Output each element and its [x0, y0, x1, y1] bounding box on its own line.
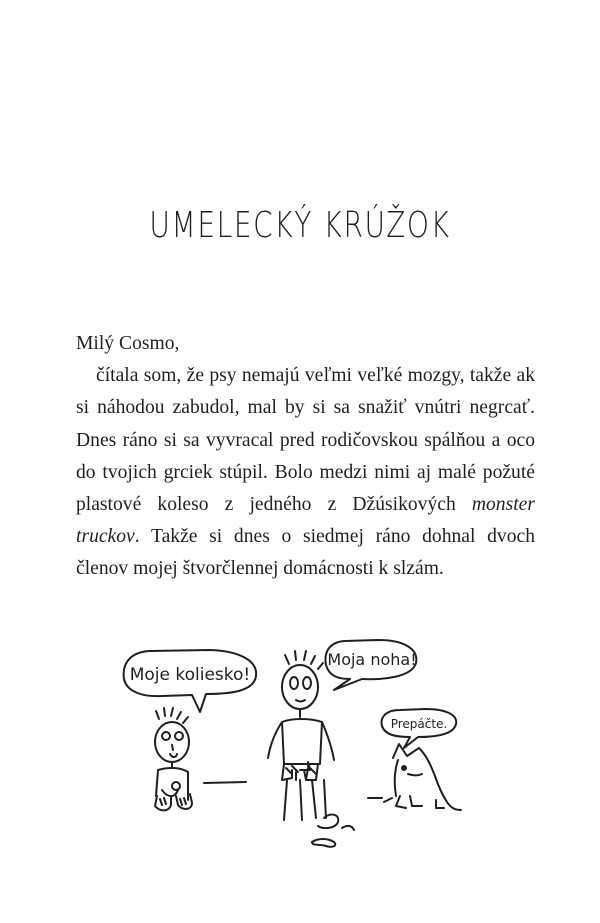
- floor-line: [204, 782, 392, 802]
- letter-paragraph: [76, 360, 535, 585]
- chapter-title: UMELECKÝ KRÚŽOK: [149, 205, 451, 246]
- bubble-text-right: Prepáčte.: [390, 717, 448, 731]
- letter-salutation: Milý Cosmo,: [76, 333, 180, 354]
- speech-bubble-middle: [325, 640, 416, 690]
- speech-bubble-right: [382, 709, 457, 748]
- letter-text: [76, 328, 535, 586]
- child-figure: [155, 708, 192, 810]
- dad-figure: [268, 651, 354, 847]
- paragraph-ending: . Takže si dnes o siedmej ráno dohnal dvoch členov mojej štvorčlennej domácnosti k slzám.: [76, 526, 535, 580]
- dog-figure: [393, 744, 461, 810]
- speech-bubble-left: [124, 650, 257, 712]
- italic-phrase: monster truckov: [76, 494, 535, 548]
- bubble-text-left: Moje koliesko!: [129, 665, 251, 685]
- bubble-text-middle: Moja noha!: [327, 650, 417, 669]
- paragraph-text: čítala som, že psy nemajú veľmi veľké mozgy, takže ak si náhodou zabudol, mal by si sa snažiť vnútri negrcať. Dnes ráno si sa vyvracal pred rodičovskou spálňou a oco do tvojich grciek stúpil. Bolo medzi nimi aj malé požuté plastové koleso z jedného z Džúsikových: [76, 365, 535, 516]
